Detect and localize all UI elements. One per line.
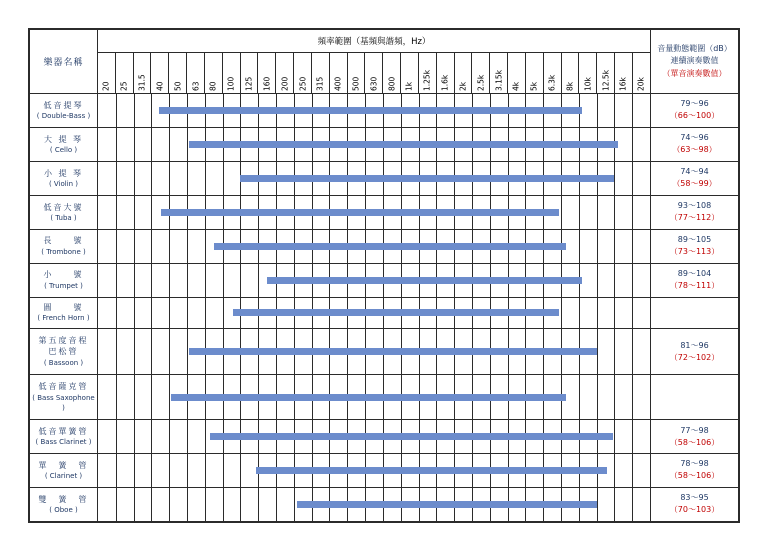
grid-line: [632, 230, 633, 263]
db-continuous: 89～104: [677, 269, 712, 279]
table-row: [30, 453, 739, 487]
grid-line: [597, 298, 598, 328]
grid-line: [134, 454, 135, 487]
dynamic-range-cell: [651, 229, 739, 263]
frequency-bar-cell: [98, 263, 651, 297]
instrument-name-en: ( Bassoon ): [43, 359, 84, 368]
frequency-bar-cell: [98, 229, 651, 263]
freq-tick-label: 2.5k: [476, 74, 486, 91]
freq-tick-31.5: [133, 53, 151, 94]
grid-line: [169, 420, 170, 453]
grid-line: [614, 264, 615, 297]
chart-sheet: [28, 28, 740, 523]
freq-tick-label: 12.5k: [601, 69, 611, 91]
freq-tick-16k: [615, 53, 633, 94]
grid-line: [187, 162, 188, 195]
instrument-name-cell: [30, 229, 98, 263]
grid-line: [151, 162, 152, 195]
grid-line: [632, 420, 633, 453]
grid-line: [614, 375, 615, 419]
grid-line: [187, 230, 188, 263]
grid-line: [116, 94, 117, 127]
table-row: [30, 127, 739, 161]
header-frequency-range-title: 頻率範圍（基頻與諧頻，Hz）: [98, 30, 651, 53]
db-continuous: 77～98: [680, 425, 709, 435]
dynamic-range-cell: [651, 487, 739, 521]
table-row: [30, 375, 739, 420]
instrument-name-en: ( Clarinet ): [44, 472, 83, 481]
instrument-name-cn: 小 提 琴: [43, 168, 84, 178]
grid-line: [187, 488, 188, 521]
grid-line: [134, 162, 135, 195]
freq-tick-label: 630: [369, 76, 379, 91]
freq-tick-label: 800: [387, 76, 397, 91]
grid-line: [579, 298, 580, 328]
db-continuous: 93～108: [677, 201, 712, 211]
dynamic-range-cell: [651, 328, 739, 375]
freq-tick-12.5k: [597, 53, 615, 94]
frequency-range-bar: [256, 467, 607, 474]
grid-line: [134, 298, 135, 328]
instrument-name-en: ( Cello ): [49, 146, 78, 155]
frequency-bar-cell: [98, 127, 651, 161]
grid-line: [134, 94, 135, 127]
grid-line: [205, 230, 206, 263]
instrument-name-cn: 低音單簧管: [38, 426, 89, 436]
freq-tick-2k: [454, 53, 472, 94]
bar-track: [98, 375, 650, 419]
frequency-bar-cell: [98, 487, 651, 521]
grid-line: [134, 264, 135, 297]
freq-tick-800: [383, 53, 401, 94]
grid-line: [597, 196, 598, 229]
dynamic-range-cell: [651, 161, 739, 195]
grid-line: [632, 264, 633, 297]
instrument-name-cn: 低音薩克管: [38, 382, 89, 392]
grid-line: [258, 264, 259, 297]
table-row: [30, 94, 739, 128]
instrument-name-cell: [30, 328, 98, 375]
grid-line: [632, 128, 633, 161]
grid-line: [134, 488, 135, 521]
frequency-range-bar: [240, 175, 614, 182]
grid-line: [151, 230, 152, 263]
frequency-bar-cell: [98, 375, 651, 420]
grid-line: [169, 454, 170, 487]
freq-tick-500: [347, 53, 365, 94]
grid-line: [151, 488, 152, 521]
grid-line: [116, 329, 117, 375]
grid-line: [632, 454, 633, 487]
header-dynamic-range: [651, 30, 739, 94]
instrument-name-en: ( Bass Clarinet ): [35, 438, 92, 447]
grid-line: [116, 230, 117, 263]
instrument-name-cell: [30, 94, 98, 128]
instrument-frequency-table: [29, 29, 739, 522]
instrument-name-en: ( Violin ): [48, 180, 79, 189]
dynamic-range-cell: [651, 297, 739, 328]
frequency-range-bar: [159, 107, 582, 114]
grid-line: [597, 230, 598, 263]
grid-line: [223, 264, 224, 297]
instrument-name-cell: [30, 195, 98, 229]
grid-line: [169, 128, 170, 161]
bar-track: [98, 488, 650, 521]
grid-line: [579, 230, 580, 263]
grid-line: [151, 94, 152, 127]
grid-line: [614, 196, 615, 229]
freq-tick-1k: [401, 53, 419, 94]
instrument-name-cell: [30, 453, 98, 487]
grid-line: [116, 128, 117, 161]
bar-track: [98, 454, 650, 487]
grid-line: [258, 488, 259, 521]
freq-tick-label: 40: [155, 81, 165, 91]
bar-track: [98, 196, 650, 229]
dynamic-range-cell: [651, 94, 739, 128]
frequency-bar-cell: [98, 297, 651, 328]
grid-line: [151, 298, 152, 328]
db-single-note: （78～111）: [669, 281, 720, 291]
freq-tick-label: 1.6k: [440, 74, 450, 91]
db-single-note: （72～102）: [669, 352, 720, 362]
freq-tick-25: [115, 53, 133, 94]
freq-tick-1.6k: [436, 53, 454, 94]
frequency-range-bar: [214, 243, 567, 250]
grid-line: [134, 329, 135, 375]
grid-line: [151, 375, 152, 419]
frequency-bar-cell: [98, 94, 651, 128]
grid-line: [205, 162, 206, 195]
freq-tick-label: 80: [208, 81, 218, 91]
freq-tick-5k: [525, 53, 543, 94]
db-single-note: （63～98）: [672, 145, 717, 155]
grid-line: [614, 454, 615, 487]
grid-line: [151, 454, 152, 487]
freq-tick-label: 25: [119, 81, 129, 91]
grid-line: [632, 488, 633, 521]
instrument-name-en: ( Trumpet ): [44, 282, 83, 291]
instrument-name-en: ( Tuba ): [50, 214, 77, 223]
freq-tick-label: 50: [173, 81, 183, 91]
grid-line: [116, 454, 117, 487]
grid-line: [134, 375, 135, 419]
freq-tick-label: 31.5: [137, 74, 147, 91]
instrument-name-cn: 小 號: [43, 270, 84, 280]
grid-line: [223, 488, 224, 521]
grid-line: [151, 196, 152, 229]
grid-line: [561, 196, 562, 229]
db-single-note: （73～113）: [669, 247, 720, 257]
bar-track: [98, 128, 650, 161]
instrument-name-cn: 圓 號: [43, 302, 84, 312]
freq-tick-label: 125: [244, 76, 254, 91]
grid-line: [134, 230, 135, 263]
table-row: [30, 328, 739, 375]
grid-line: [169, 298, 170, 328]
freq-tick-label: 4k: [511, 81, 521, 91]
freq-tick-1.25k: [418, 53, 436, 94]
grid-line: [614, 420, 615, 453]
grid-line: [187, 264, 188, 297]
table-row: [30, 263, 739, 297]
grid-line: [597, 375, 598, 419]
grid-line: [187, 420, 188, 453]
freq-tick-label: 8k: [565, 81, 575, 91]
db-single-note: （58～106）: [669, 437, 720, 447]
grid-line: [223, 162, 224, 195]
dynamic-range-cell: [651, 453, 739, 487]
grid-line: [205, 298, 206, 328]
frequency-bar-cell: [98, 420, 651, 454]
freq-tick-6.3k: [543, 53, 561, 94]
grid-line: [205, 454, 206, 487]
table-row: [30, 487, 739, 521]
freq-tick-63: [187, 53, 205, 94]
frequency-range-bar: [233, 309, 559, 316]
frequency-range-bar: [297, 501, 596, 508]
table-body: [30, 94, 739, 522]
grid-line: [632, 298, 633, 328]
instrument-name-en: ( Trombone ): [41, 248, 86, 257]
grid-line: [116, 264, 117, 297]
table-header-title-row: [30, 30, 739, 53]
frequency-range-bar: [171, 394, 566, 401]
freq-tick-label: 1.25k: [422, 69, 432, 91]
freq-tick-200: [276, 53, 294, 94]
freq-tick-315: [311, 53, 329, 94]
dynamic-range-cell: [651, 375, 739, 420]
frequency-range-bar: [210, 433, 612, 440]
db-continuous: 89～105: [677, 235, 712, 245]
freq-tick-label: 20: [101, 81, 111, 91]
grid-line: [134, 128, 135, 161]
instrument-name-cn: 大 提 琴: [43, 134, 84, 144]
dynamic-range-cell: [651, 127, 739, 161]
freq-tick-label: 6.3k: [547, 74, 557, 91]
grid-line: [561, 298, 562, 328]
grid-line: [116, 420, 117, 453]
grid-line: [169, 264, 170, 297]
instrument-name-cell: [30, 487, 98, 521]
grid-line: [632, 196, 633, 229]
grid-line: [614, 94, 615, 127]
grid-line: [240, 264, 241, 297]
freq-tick-label: 200: [280, 76, 290, 91]
freq-tick-125: [240, 53, 258, 94]
freq-tick-label: 20k: [636, 77, 646, 91]
freq-tick-20: [98, 53, 116, 94]
grid-line: [614, 488, 615, 521]
freq-tick-label: 400: [333, 76, 343, 91]
instrument-name-en: ( Oboe ): [49, 506, 78, 515]
grid-line: [597, 488, 598, 521]
frequency-bar-cell: [98, 161, 651, 195]
grid-line: [294, 488, 295, 521]
bar-track: [98, 420, 650, 453]
freq-tick-label: 160: [262, 76, 272, 91]
table-row: [30, 195, 739, 229]
table-header-tick-row: [30, 53, 739, 94]
grid-line: [169, 162, 170, 195]
grid-line: [187, 298, 188, 328]
freq-tick-label: 5k: [529, 81, 539, 91]
table-row: [30, 229, 739, 263]
frequency-range-bar: [161, 209, 559, 216]
grid-line: [151, 329, 152, 375]
instrument-name-en: ( French Horn ): [37, 314, 90, 323]
grid-line: [223, 298, 224, 328]
freq-tick-8k: [561, 53, 579, 94]
bar-track: [98, 94, 650, 127]
db-continuous: 74～96: [680, 133, 709, 143]
grid-line: [240, 488, 241, 521]
grid-line: [151, 264, 152, 297]
freq-tick-label: 315: [315, 76, 325, 91]
freq-tick-100: [222, 53, 240, 94]
db-single-note: （66～100）: [669, 111, 720, 121]
table-row: [30, 420, 739, 454]
grid-line: [614, 298, 615, 328]
instrument-name-cell: [30, 263, 98, 297]
frequency-range-bar: [189, 141, 618, 148]
db-single-note: （58～99）: [672, 179, 717, 189]
db-single-note: （77～112）: [669, 213, 720, 223]
freq-tick-label: 16k: [618, 77, 628, 91]
freq-tick-label: 100: [226, 76, 236, 91]
grid-line: [134, 420, 135, 453]
grid-line: [169, 329, 170, 375]
dynamic-range-cell: [651, 195, 739, 229]
grid-line: [169, 230, 170, 263]
freq-tick-20k: [632, 53, 650, 94]
grid-line: [579, 375, 580, 419]
grid-line: [116, 298, 117, 328]
frequency-range-bar: [267, 277, 582, 284]
grid-line: [632, 375, 633, 419]
freq-tick-250: [294, 53, 312, 94]
instrument-name-cell: [30, 375, 98, 420]
freq-tick-label: 2k: [458, 81, 468, 91]
grid-line: [614, 329, 615, 375]
header-db-line3: （單音演奏數值）: [662, 68, 727, 78]
freq-tick-label: 250: [298, 76, 308, 91]
db-continuous: 78～98: [680, 459, 709, 469]
frequency-bar-cell: [98, 453, 651, 487]
dynamic-range-cell: [651, 263, 739, 297]
grid-line: [223, 454, 224, 487]
grid-line: [169, 488, 170, 521]
bar-track: [98, 264, 650, 297]
instrument-name-cn: 長 號: [43, 236, 84, 246]
instrument-name-cell: [30, 127, 98, 161]
instrument-name-cn: 雙 簧 管: [38, 494, 89, 504]
grid-line: [276, 488, 277, 521]
freq-tick-80: [204, 53, 222, 94]
header-db-line1: 音量動態範圍（dB）: [657, 43, 732, 53]
instrument-name-cell: [30, 297, 98, 328]
grid-line: [116, 375, 117, 419]
grid-line: [116, 162, 117, 195]
grid-line: [205, 488, 206, 521]
freq-tick-10k: [579, 53, 597, 94]
grid-line: [187, 454, 188, 487]
grid-line: [116, 196, 117, 229]
freq-tick-50: [169, 53, 187, 94]
db-continuous: 74～94: [680, 167, 709, 177]
bar-track: [98, 329, 650, 375]
instrument-name-en: ( Double-Bass ): [36, 112, 91, 121]
db-single-note: （58～106）: [669, 471, 720, 481]
db-single-note: （70～103）: [669, 505, 720, 515]
table-row: [30, 297, 739, 328]
freq-tick-40: [151, 53, 169, 94]
instrument-name-cell: [30, 161, 98, 195]
freq-tick-label: 10k: [583, 77, 593, 91]
dynamic-range-cell: [651, 420, 739, 454]
grid-line: [116, 488, 117, 521]
instrument-name-cn: 低音提琴: [43, 100, 84, 110]
freq-tick-label: 3.15k: [494, 69, 504, 91]
grid-line: [151, 128, 152, 161]
grid-line: [632, 94, 633, 127]
freq-tick-2.5k: [472, 53, 490, 94]
frequency-bar-cell: [98, 328, 651, 375]
grid-line: [614, 162, 615, 195]
bar-track: [98, 230, 650, 263]
db-continuous: 79～96: [680, 99, 709, 109]
bar-track: [98, 298, 650, 328]
grid-line: [205, 264, 206, 297]
grid-line: [597, 94, 598, 127]
grid-line: [614, 230, 615, 263]
instrument-name-en: ( Bass Saxophone ): [32, 393, 95, 412]
table-row: [30, 161, 739, 195]
db-continuous: 83～95: [680, 493, 709, 503]
freq-tick-label: 1k: [404, 81, 414, 91]
freq-tick-400: [329, 53, 347, 94]
instrument-name-cell: [30, 420, 98, 454]
grid-line: [134, 196, 135, 229]
instrument-name-cn: 低音大號: [43, 202, 84, 212]
instrument-name-cn: 單 簧 管: [38, 460, 89, 470]
frequency-bar-cell: [98, 195, 651, 229]
bar-track: [98, 162, 650, 195]
frequency-range-bar: [189, 348, 597, 355]
freq-tick-3.15k: [490, 53, 508, 94]
freq-tick-label: 63: [191, 81, 201, 91]
header-instrument-name: 樂器名稱: [30, 30, 98, 94]
freq-tick-630: [365, 53, 383, 94]
freq-tick-label: 500: [351, 76, 361, 91]
grid-line: [632, 162, 633, 195]
grid-line: [597, 329, 598, 375]
grid-line: [597, 264, 598, 297]
instrument-name-cn: 第五度音程 巴松管: [38, 335, 89, 357]
grid-line: [240, 454, 241, 487]
grid-line: [632, 329, 633, 375]
freq-tick-4k: [508, 53, 526, 94]
grid-line: [205, 420, 206, 453]
db-continuous: 81～96: [680, 340, 709, 350]
freq-tick-160: [258, 53, 276, 94]
grid-line: [579, 196, 580, 229]
grid-line: [151, 420, 152, 453]
header-db-line2: 連續演奏數值: [670, 56, 719, 66]
